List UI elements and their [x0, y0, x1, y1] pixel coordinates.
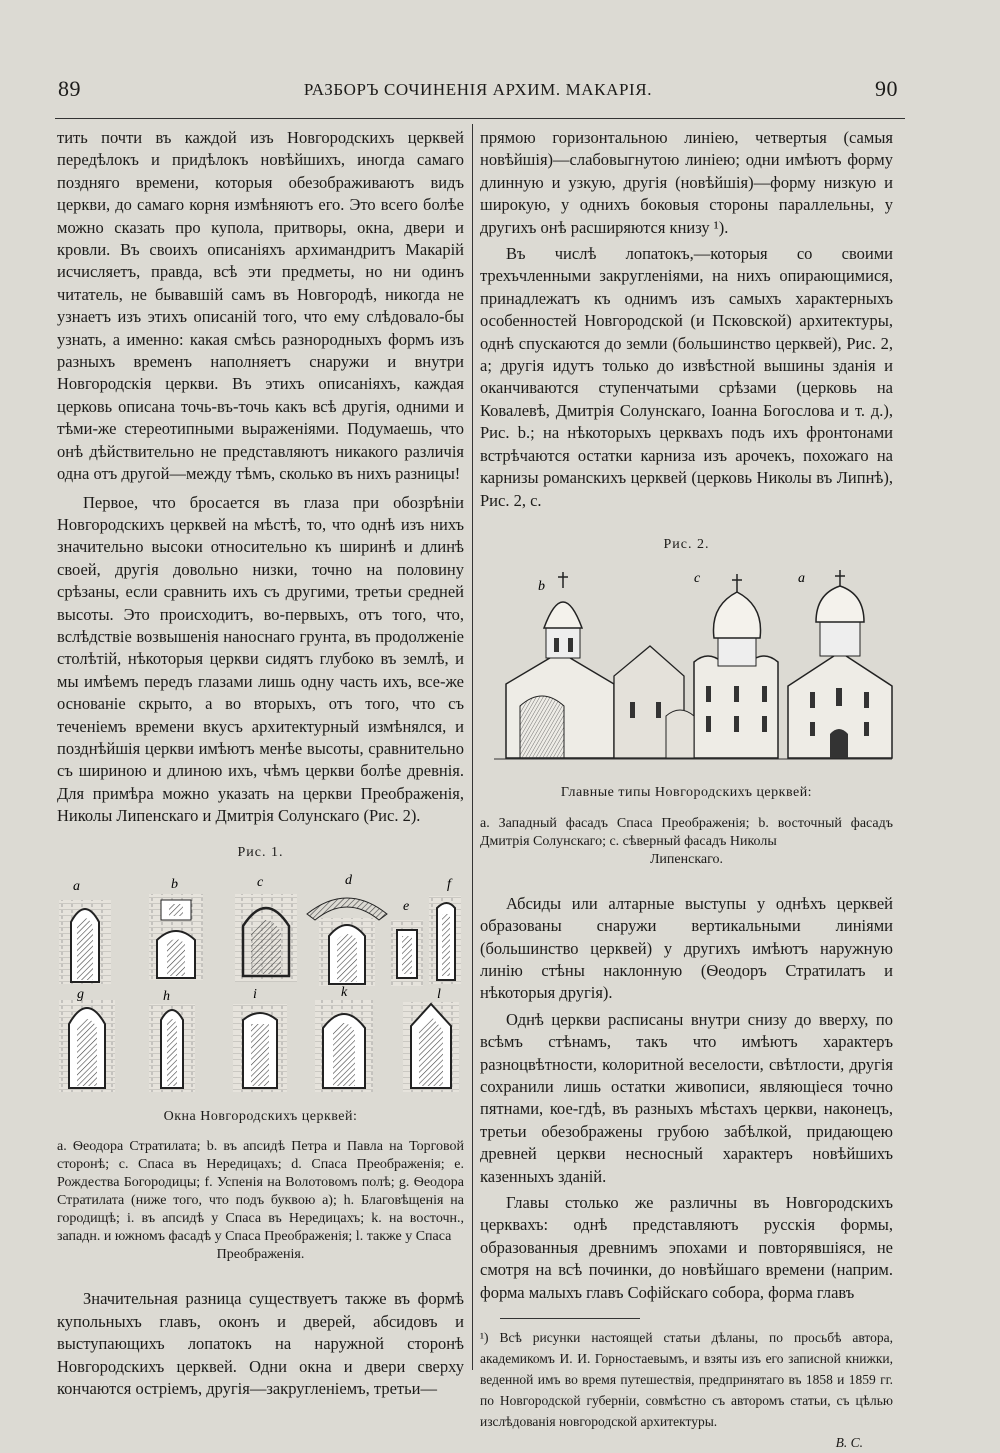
- figure-2-letter: b: [538, 579, 545, 595]
- figure-2-caption-end: Липенскаго.: [649, 851, 724, 867]
- paragraph: тить почти въ каждой изъ Новгородскихъ церквей передѣлокъ и придѣлокъ новѣйшихъ, иногда самаго поздняго времени, которыя обезображиваютъ видъ церкви, до самаго корня измѣняютъ его. Это всего болѣе можно сказать про купола, притворы, окна, двери и кровли. Въ своихъ описаніяхъ архимандритъ Макарій исчисляетъ, правда, всѣ эти предметы, но ни одинъ читатель, не бывавшій самъ въ Новгородѣ, никогда не узнаетъ изъ этихъ описаній того, что ему слѣдовало-бы узнать, а именно: какая смѣсь разнородныхъ формъ изъ разныхъ временъ наполняетъ снаружи и внутри Новгородскія церкви. Въ этихъ описаніяхъ, каждая церковь описана точь-въ-точь какъ всѣ другія, одними и тѣми-же стереотипными выраженіями. Подумаешь, что онѣ дѣйствительно не представляютъ никакого различія одна отъ другой—между тѣмъ, сколько въ нихъ разницы!: [57, 128, 464, 484]
- paragraph: прямою горизонтальною линіею, четвертыя (самыя новѣйшія)—слабовыгнутою линіею; одни имѣютъ форму длинную и узкую, другія (новѣйшія)—форму низкую и широкую, у однихъ боковыя стороны параллельны, у другихъ онѣ расширяются книзу ¹).: [480, 128, 893, 237]
- figure-1-letter: f: [447, 877, 451, 892]
- header-rule: [55, 118, 905, 119]
- paragraph: Первое, что бросается въ глаза при обозрѣніи Новгородскихъ церквей на мѣстѣ, то, что однѣ изъ нихъ значительно высоки относительно къ ширинѣ и длинѣ своей, другія довольно низки, точно на половину срѣзаны, если сравнить ихъ съ другими, третьи средней высоты. Это происходитъ, во-первыхъ, отъ того, что, вслѣдствіе возвышенія наноснаго грунта, въ продолженіе столѣтій, нѣкоторыя церкви сидятъ глубоко въ землѣ, и мы имѣемъ передъ глазами лишь одну часть ихъ, все-же основаніе скрыто, а во вторыхъ, отъ того, что съ теченіемъ времени вкусъ архитектурный измѣнялся, и позднѣйшія церкви имѣютъ менѣе высоты, сравнительно съ шириною и длиною ихъ, чѣмъ церкви болѣе древнія. Для примѣра можно указать на церкви Преображенія, Николы Липенскаго и Дмитрія Солунскаго (Рис. 2).: [57, 492, 464, 826]
- figure-1-caption-end: Преображенія.: [216, 1247, 305, 1263]
- footnote: ¹) Всѣ рисунки настоящей статьи дѣланы, по просьбѣ автора, академикомъ И. И. Горностаевымъ, и взяты изъ его записной книжки, веденной имъ во время путешествія, предпринятаго въ 1858 и 1859 гг. по Новгородской губерніи, совмѣстно съ авторомъ статьи, съ цѣлью изслѣдованія новгородской архитектуры.: [480, 1330, 893, 1430]
- paragraph: Абсиды или алтарные выступы у однѣхъ церквей образованы снаружи вертикальными линіями (большинство церквей) у другихъ имѣютъ наружную линію стѣны наклонную (Ѳеодоръ Стратилатъ и нѣкоторыя другія).: [480, 893, 893, 1003]
- figure-1-letter: c: [257, 875, 264, 890]
- figure-1-caption-text: a. Ѳеодора Стратилата; b. въ апсидѣ Петра и Павла на Торговой сторонѣ; c. Спаса въ Нередицахъ; d. Спаса Преображенія; e. Рождества Богородицы; f. Успенія на Волотовомъ полѣ; g. Ѳеодора Стратилата (ниже того, что подъ буквою a); h. Благовѣщенія на городищѣ; i. въ апсидѣ у Спаса въ Нередицахъ; k. на восточн., западн. и южномъ фасадѣ у Спаса Преображенія; l. также у Спаса: [57, 1139, 464, 1245]
- left-column: [57, 127, 464, 1400]
- church-c-drawing: [666, 574, 778, 758]
- figure-1-letter: d: [345, 874, 352, 888]
- figure-2-churches-drawing: [480, 566, 893, 776]
- figure-2-letter: a: [798, 571, 805, 587]
- column-divider: [472, 124, 473, 1370]
- paragraph: Главы столько же различны въ Новгородскихъ церквахъ: однѣ представляютъ русскія формы, образованныя древнимъ эпохами и повторявшіяся, не смотря на всѣ починки, до новѣйшаго времени (наприм. форма малыхъ главъ Софійскаго собора, форма главъ: [480, 1193, 893, 1302]
- figure-2-letter: c: [694, 571, 701, 587]
- window-e: [391, 920, 423, 986]
- figure-1-letter: g: [77, 987, 84, 1002]
- figure-2-caption: [480, 815, 893, 869]
- figure-1-letter: a: [73, 879, 80, 894]
- window-b: [149, 894, 203, 980]
- window-f: [429, 896, 461, 984]
- figure-1-letter: l: [437, 987, 441, 1002]
- church-a-drawing: [788, 570, 892, 758]
- window-d: [307, 898, 387, 986]
- figure-2-letters: [538, 571, 805, 594]
- figure-1-letter: i: [253, 987, 257, 1002]
- window-c: [235, 894, 297, 982]
- right-column: [480, 127, 893, 1453]
- figure-1-caption: [57, 1138, 464, 1264]
- paragraph: Однѣ церкви расписаны внутри снизу до вверху, по всѣмъ стѣнамъ, такъ что имѣютъ характеръ разноцвѣтности, колоритной веселости, свѣтлости, другія сохранили лишь остатки живописи, являющіеся точно пятнами, кое-гдѣ, въ разныхъ мѣстахъ церкви, наконецъ, третьи обезображены грубою забѣлкой, придающею древней церкви несносный характеръ новѣйшихъ казенныхъ зданій.: [480, 1009, 893, 1186]
- page-number-right: 90: [875, 76, 898, 101]
- figure-2-title: Главные типы Новгородскихъ церквей:: [560, 785, 813, 801]
- window-h: [149, 1004, 195, 1092]
- figure-1-letter: h: [163, 989, 170, 1004]
- figure-2-label: Рис. 2.: [663, 536, 710, 552]
- figure-1-label: Рис. 1.: [237, 844, 284, 860]
- church-b-drawing: [506, 572, 684, 758]
- window-g: [59, 1000, 115, 1092]
- running-head: [58, 70, 898, 110]
- figure-2-caption-text: a. Западный фасадъ Спаса Преображенія; b. восточный фасадъ Дмитрія Солунскаго; c. сѣверный фасадъ Николы: [480, 815, 893, 849]
- figure-1-letter: b: [171, 877, 178, 892]
- footnote-rule: [500, 1318, 640, 1319]
- paragraph: Въ числѣ лопатокъ,—которыя со своими трехъчленными закругленіями, на нихъ опирающимися, принадлежатъ къ однимъ изъ самыхъ характерныхъ особенностей Новгородской (и Псковской) архитектуры, однѣ спускаются до земли (большинство церквей), Рис. 2, a; другія идутъ только до извѣстной вышины зданія и оканчиваются ступенчатыми срѣзами (церковь на Ковалевѣ, Дмитрія Солунскаго, Іоанна Богослова и т. д.), Рис. b.; на нѣкоторыхъ церквахъ подъ ихъ фронтонами встрѣчаются остатки карниза изъ арочекъ, похожаго на карнизы романскихъ церквей (церковь Николы въ Липнѣ), Рис. 2, c.: [480, 244, 893, 510]
- figure-1-letter: e: [403, 899, 410, 914]
- figure-1-windows-drawing: [57, 874, 464, 1096]
- paragraph: Значительная разница существуетъ также въ формѣ купольныхъ главъ, оконъ и дверей, абсидовъ и выступающихъ лопатокъ на наружной сторонѣ Новгородскихъ церквей. Одни окна и двери сверху кончаются остріемъ, другія—закругленіемъ, третьи—: [57, 1289, 464, 1399]
- window-a: [59, 900, 111, 984]
- page-number-left: 89: [58, 76, 81, 101]
- figure-1-letter: k: [341, 985, 348, 1000]
- window-i: [233, 1004, 287, 1092]
- window-k: [315, 1000, 373, 1092]
- figure-1-title: Окна Новгородскихъ церквей:: [163, 1109, 358, 1124]
- running-title: РАЗБОРЪ СОЧИНЕНІЯ АРХИМ. МАКАРІЯ.: [303, 80, 653, 99]
- window-l: [403, 1002, 459, 1092]
- footnote-signature: В. С.: [835, 1435, 863, 1451]
